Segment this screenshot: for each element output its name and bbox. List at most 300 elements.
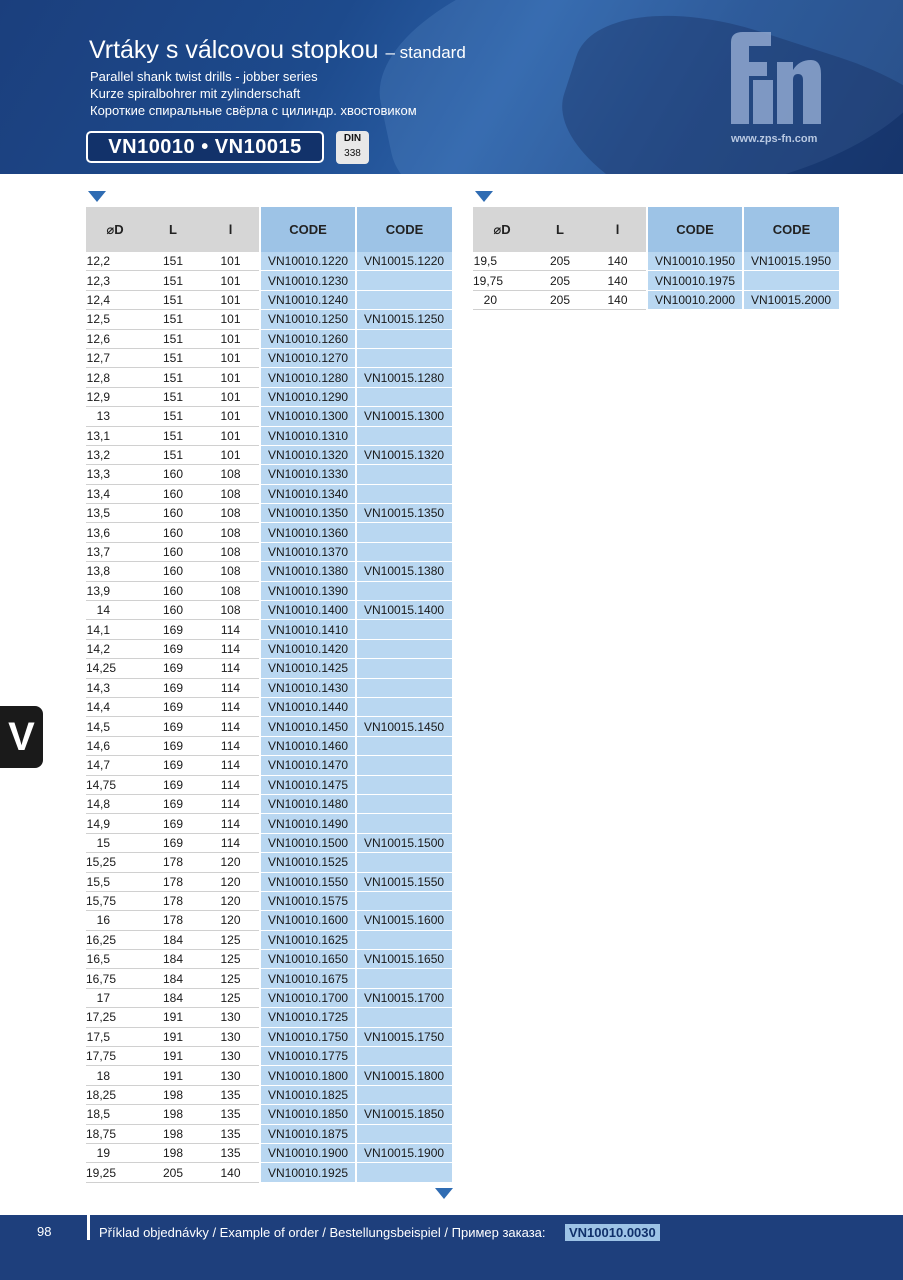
cell-code-2 [356,891,452,910]
cell-code-1: VN10010.1450 [260,717,356,736]
cell-code-2 [356,756,452,775]
fn-logo-icon [727,28,823,128]
cell-length-flute: 135 [202,1124,260,1143]
cell-code-2: VN10015.1750 [356,1027,452,1046]
table-row [86,1008,452,1027]
cell-length-flute: 125 [202,950,260,969]
cell-length-total: 160 [144,484,202,503]
cell-diameter: 18 [86,1066,144,1085]
cell-length-total: 169 [144,697,202,716]
cell-length-flute: 101 [202,271,260,290]
header-code-2: CODE [356,207,452,252]
cell-length-flute: 101 [202,290,260,309]
cell-diameter: 13,2 [86,445,144,464]
cell-diameter: 15,25 [86,853,144,872]
din-badge [336,131,369,164]
cell-code-1: VN10010.1480 [260,794,356,813]
cell-length-flute: 135 [202,1143,260,1162]
cell-length-total: 205 [144,1163,202,1182]
header-length-flute: l [202,207,260,252]
cell-code-2 [356,794,452,813]
cell-diameter: 12,7 [86,348,144,367]
header-code-1: CODE [260,207,356,252]
cell-diameter: 14,1 [86,620,144,639]
cell-length-total: 169 [144,775,202,794]
cell-length-total: 198 [144,1085,202,1104]
table-row [86,562,452,581]
cell-diameter: 14,9 [86,814,144,833]
cell-length-flute: 101 [202,387,260,406]
table-row [86,833,452,852]
cell-code-2 [356,1008,452,1027]
header-length-total: L [531,207,589,252]
cell-length-total: 169 [144,639,202,658]
cell-length-total: 191 [144,1027,202,1046]
website-url[interactable]: www.zps-fn.com [731,133,818,145]
cell-code-2 [356,853,452,872]
cell-length-flute: 114 [202,697,260,716]
cell-code-1: VN10010.1380 [260,562,356,581]
cell-length-flute: 135 [202,1105,260,1124]
din-number: 338 [344,148,361,159]
cell-length-total: 169 [144,814,202,833]
cell-diameter: 16,75 [86,969,144,988]
cell-code-2 [356,1124,452,1143]
cell-length-flute: 114 [202,833,260,852]
table-row [86,581,452,600]
table-row [86,659,452,678]
table-row [86,620,452,639]
cell-code-2: VN10015.1350 [356,504,452,523]
table-row [86,1143,452,1162]
cell-diameter: 12,5 [86,310,144,329]
cell-code-1: VN10010.1500 [260,833,356,852]
cell-diameter: 14,6 [86,736,144,755]
cell-diameter: 12,3 [86,271,144,290]
cell-length-total: 169 [144,794,202,813]
cell-length-total: 151 [144,445,202,464]
cell-code-1: VN10010.1490 [260,814,356,833]
cell-code-2 [356,465,452,484]
table-row [86,601,452,620]
cell-code-2: VN10015.2000 [743,290,839,309]
cell-length-total: 151 [144,252,202,271]
cell-code-2: VN10015.1280 [356,368,452,387]
cell-length-flute: 125 [202,969,260,988]
cell-length-total: 184 [144,930,202,949]
table-row [86,736,452,755]
cell-length-total: 160 [144,581,202,600]
cell-length-flute: 114 [202,620,260,639]
table-row [86,484,452,503]
cell-code-2: VN10015.1300 [356,407,452,426]
table-row [86,891,452,910]
header-diameter: ⌀D [473,207,531,252]
cell-length-flute: 114 [202,717,260,736]
cell-length-total: 151 [144,387,202,406]
cell-length-flute: 101 [202,445,260,464]
table-row [86,1124,452,1143]
cell-diameter: 13,3 [86,465,144,484]
page-number: 98 [37,1224,52,1239]
cell-diameter: 13,6 [86,523,144,542]
cell-length-flute: 140 [589,252,647,271]
cell-diameter: 17 [86,988,144,1007]
footer-divider [87,1215,90,1240]
cell-code-2 [356,523,452,542]
cell-code-1: VN10010.1750 [260,1027,356,1046]
cell-code-1: VN10010.1470 [260,756,356,775]
table-row [86,290,452,309]
cell-code-1: VN10010.1270 [260,348,356,367]
table-row [86,775,452,794]
cell-length-total: 198 [144,1105,202,1124]
cell-code-1: VN10010.1410 [260,620,356,639]
table-row [473,252,839,271]
cell-length-total: 205 [531,252,589,271]
cell-code-1: VN10010.1650 [260,950,356,969]
cell-code-2: VN10015.1500 [356,833,452,852]
left-table-arrow-icon [88,191,106,202]
table-row [86,523,452,542]
cell-diameter: 12,4 [86,290,144,309]
cell-diameter: 14,3 [86,678,144,697]
cell-length-total: 184 [144,969,202,988]
cell-code-2 [356,620,452,639]
cell-diameter: 13,1 [86,426,144,445]
cell-code-2: VN10015.1700 [356,988,452,1007]
cell-code-1: VN10010.1975 [647,271,743,290]
cell-code-2 [356,1085,452,1104]
cell-diameter: 14,5 [86,717,144,736]
cell-diameter: 18,75 [86,1124,144,1143]
cell-length-total: 178 [144,853,202,872]
cell-length-total: 160 [144,504,202,523]
cell-length-flute: 101 [202,348,260,367]
cell-diameter: 17,25 [86,1008,144,1027]
cell-diameter: 13,5 [86,504,144,523]
cell-code-2 [356,271,452,290]
cell-code-2 [356,697,452,716]
cell-length-total: 169 [144,756,202,775]
table-row [86,1066,452,1085]
cell-length-flute: 108 [202,601,260,620]
table-row [86,407,452,426]
cell-diameter: 14,4 [86,697,144,716]
table-row [86,756,452,775]
table-row [86,504,452,523]
cell-code-2: VN10015.1600 [356,911,452,930]
cell-length-flute: 101 [202,368,260,387]
cell-diameter: 14,7 [86,756,144,775]
cell-diameter: 16 [86,911,144,930]
cell-code-2: VN10015.1220 [356,252,452,271]
cell-code-2 [356,969,452,988]
cell-code-1: VN10010.1370 [260,542,356,561]
table-row [86,950,452,969]
cell-code-1: VN10010.1320 [260,445,356,464]
cell-diameter: 14,25 [86,659,144,678]
cell-length-total: 178 [144,891,202,910]
cell-code-2: VN10015.1320 [356,445,452,464]
table-row [473,290,839,309]
table-row [86,853,452,872]
cell-length-flute: 130 [202,1066,260,1085]
order-example-code: VN10010.0030 [565,1224,660,1241]
cell-code-2 [356,1163,452,1182]
drill-table-right [473,207,839,310]
series-badge: VN10010 • VN10015 [86,131,324,163]
table-row [86,697,452,716]
cell-code-1: VN10010.1725 [260,1008,356,1027]
cell-code-1: VN10010.1925 [260,1163,356,1182]
cell-length-flute: 135 [202,1085,260,1104]
header-length-flute: l [589,207,647,252]
table-row [86,271,452,290]
cell-length-total: 198 [144,1124,202,1143]
table-row [86,814,452,833]
cell-length-flute: 140 [589,290,647,309]
title-main: Vrtáky s válcovou stopkou [89,36,379,64]
table-row [86,252,452,271]
din-label: DIN [343,133,362,144]
cell-code-1: VN10010.1625 [260,930,356,949]
header-code-2: CODE [743,207,839,252]
cell-code-1: VN10010.1230 [260,271,356,290]
cell-code-2: VN10015.1400 [356,601,452,620]
right-table-arrow-icon [475,191,493,202]
cell-diameter: 16,5 [86,950,144,969]
cell-diameter: 19,5 [473,252,531,271]
table-row [86,426,452,445]
table-row [86,1027,452,1046]
cell-length-total: 184 [144,988,202,1007]
cell-length-flute: 120 [202,891,260,910]
cell-length-total: 151 [144,329,202,348]
table-row [86,329,452,348]
cell-length-total: 198 [144,1143,202,1162]
cell-diameter: 15,75 [86,891,144,910]
cell-code-1: VN10010.1430 [260,678,356,697]
page-title [89,36,466,65]
table-row [86,794,452,813]
cell-length-total: 169 [144,833,202,852]
cell-length-flute: 114 [202,814,260,833]
cell-code-1: VN10010.1900 [260,1143,356,1162]
table-body-right [473,252,839,310]
cell-length-flute: 125 [202,988,260,1007]
cell-length-total: 160 [144,523,202,542]
cell-code-2 [356,290,452,309]
cell-code-1: VN10010.2000 [647,290,743,309]
cell-length-flute: 108 [202,581,260,600]
cell-length-flute: 108 [202,465,260,484]
cell-diameter: 19,25 [86,1163,144,1182]
cell-code-2: VN10015.1250 [356,310,452,329]
cell-code-2 [356,814,452,833]
cell-length-total: 169 [144,659,202,678]
table-row [86,988,452,1007]
cell-diameter: 14,75 [86,775,144,794]
cell-length-flute: 120 [202,872,260,891]
cell-diameter: 14,8 [86,794,144,813]
cell-length-flute: 101 [202,310,260,329]
cell-length-total: 205 [531,271,589,290]
cell-code-1: VN10010.1340 [260,484,356,503]
cell-code-1: VN10010.1950 [647,252,743,271]
header-diameter: ⌀D [86,207,144,252]
cell-code-1: VN10010.1240 [260,290,356,309]
cell-length-total: 160 [144,562,202,581]
cell-length-total: 151 [144,310,202,329]
cell-code-2: VN10015.1950 [743,252,839,271]
cell-length-flute: 108 [202,504,260,523]
cell-code-2 [356,639,452,658]
table-row [86,348,452,367]
cell-diameter: 12,6 [86,329,144,348]
cell-length-flute: 101 [202,252,260,271]
cell-diameter: 12,2 [86,252,144,271]
cell-length-flute: 130 [202,1027,260,1046]
cell-length-total: 178 [144,872,202,891]
table-row [473,271,839,290]
cell-code-1: VN10010.1800 [260,1066,356,1085]
table-row [86,445,452,464]
subtitle-en: Parallel shank twist drills - jobber series [90,69,318,84]
cell-length-flute: 108 [202,484,260,503]
cell-length-flute: 114 [202,794,260,813]
cell-length-flute: 108 [202,523,260,542]
cell-code-2: VN10015.1450 [356,717,452,736]
cell-length-flute: 101 [202,329,260,348]
cell-length-flute: 140 [589,271,647,290]
table-row [86,465,452,484]
table-header-row [473,207,839,252]
cell-code-2: VN10015.1900 [356,1143,452,1162]
cell-length-flute: 114 [202,678,260,697]
cell-code-2 [356,736,452,755]
cell-code-2 [356,484,452,503]
cell-length-flute: 114 [202,659,260,678]
cell-code-1: VN10010.1700 [260,988,356,1007]
cell-diameter: 14 [86,601,144,620]
cell-diameter: 16,25 [86,930,144,949]
table-row [86,717,452,736]
cell-code-1: VN10010.1475 [260,775,356,794]
cell-length-total: 205 [531,290,589,309]
cell-code-2: VN10015.1650 [356,950,452,969]
cell-code-2 [356,1047,452,1066]
table-header-row [86,207,452,252]
cell-length-total: 151 [144,271,202,290]
cell-diameter: 17,75 [86,1047,144,1066]
header-length-total: L [144,207,202,252]
cell-code-2: VN10015.1380 [356,562,452,581]
cell-length-flute: 130 [202,1047,260,1066]
table-row [86,542,452,561]
cell-length-flute: 140 [202,1163,260,1182]
table-row [86,310,452,329]
cell-code-1: VN10010.1280 [260,368,356,387]
cell-code-1: VN10010.1550 [260,872,356,891]
cell-length-flute: 114 [202,736,260,755]
cell-code-2 [356,387,452,406]
cell-code-1: VN10010.1310 [260,426,356,445]
cell-code-2: VN10015.1800 [356,1066,452,1085]
cell-code-2 [356,775,452,794]
cell-diameter: 13,7 [86,542,144,561]
cell-code-2 [356,348,452,367]
cell-length-flute: 114 [202,639,260,658]
cell-code-2 [356,659,452,678]
cell-code-2 [356,426,452,445]
cell-code-2 [356,542,452,561]
cell-length-total: 151 [144,290,202,309]
cell-length-total: 151 [144,426,202,445]
cell-diameter: 13,9 [86,581,144,600]
cell-diameter: 13 [86,407,144,426]
section-tab-v[interactable]: V [0,706,43,768]
cell-code-1: VN10010.1330 [260,465,356,484]
cell-diameter: 19,75 [473,271,531,290]
subtitle-de: Kurze spiralbohrer mit zylinderschaft [90,86,301,101]
table-row [86,911,452,930]
subtitle-ru: Короткие спиральные свёрла с цилиндр. хвостовиком [90,103,417,118]
cell-code-2 [743,271,839,290]
cell-length-flute: 114 [202,775,260,794]
continue-arrow-icon [435,1188,453,1199]
page-header [0,0,903,174]
cell-length-total: 160 [144,542,202,561]
table-body-left [86,252,452,1182]
cell-diameter: 14,2 [86,639,144,658]
cell-code-1: VN10010.1300 [260,407,356,426]
cell-code-2 [356,678,452,697]
cell-code-2 [356,930,452,949]
cell-length-flute: 108 [202,542,260,561]
cell-code-1: VN10010.1360 [260,523,356,542]
cell-length-total: 191 [144,1047,202,1066]
table-row [86,1085,452,1104]
cell-code-1: VN10010.1350 [260,504,356,523]
cell-code-1: VN10010.1250 [260,310,356,329]
cell-code-1: VN10010.1675 [260,969,356,988]
cell-code-1: VN10010.1525 [260,853,356,872]
cell-length-total: 160 [144,601,202,620]
table-row [86,1105,452,1124]
order-example-label: Příklad objednávky / Example of order / Bestellungsbeispiel / Пример заказа: [99,1225,546,1240]
cell-diameter: 13,8 [86,562,144,581]
cell-diameter: 15,5 [86,872,144,891]
cell-code-1: VN10010.1575 [260,891,356,910]
cell-length-total: 184 [144,950,202,969]
table-row [86,1047,452,1066]
table-row [86,1163,452,1182]
cell-length-flute: 108 [202,562,260,581]
table-row [86,387,452,406]
cell-code-1: VN10010.1260 [260,329,356,348]
cell-code-1: VN10010.1440 [260,697,356,716]
cell-code-1: VN10010.1775 [260,1047,356,1066]
cell-length-total: 178 [144,911,202,930]
cell-code-1: VN10010.1390 [260,581,356,600]
cell-length-flute: 120 [202,853,260,872]
cell-code-2: VN10015.1850 [356,1105,452,1124]
cell-code-1: VN10010.1875 [260,1124,356,1143]
header-code-1: CODE [647,207,743,252]
cell-code-1: VN10010.1460 [260,736,356,755]
title-sub: – standard [385,43,466,62]
